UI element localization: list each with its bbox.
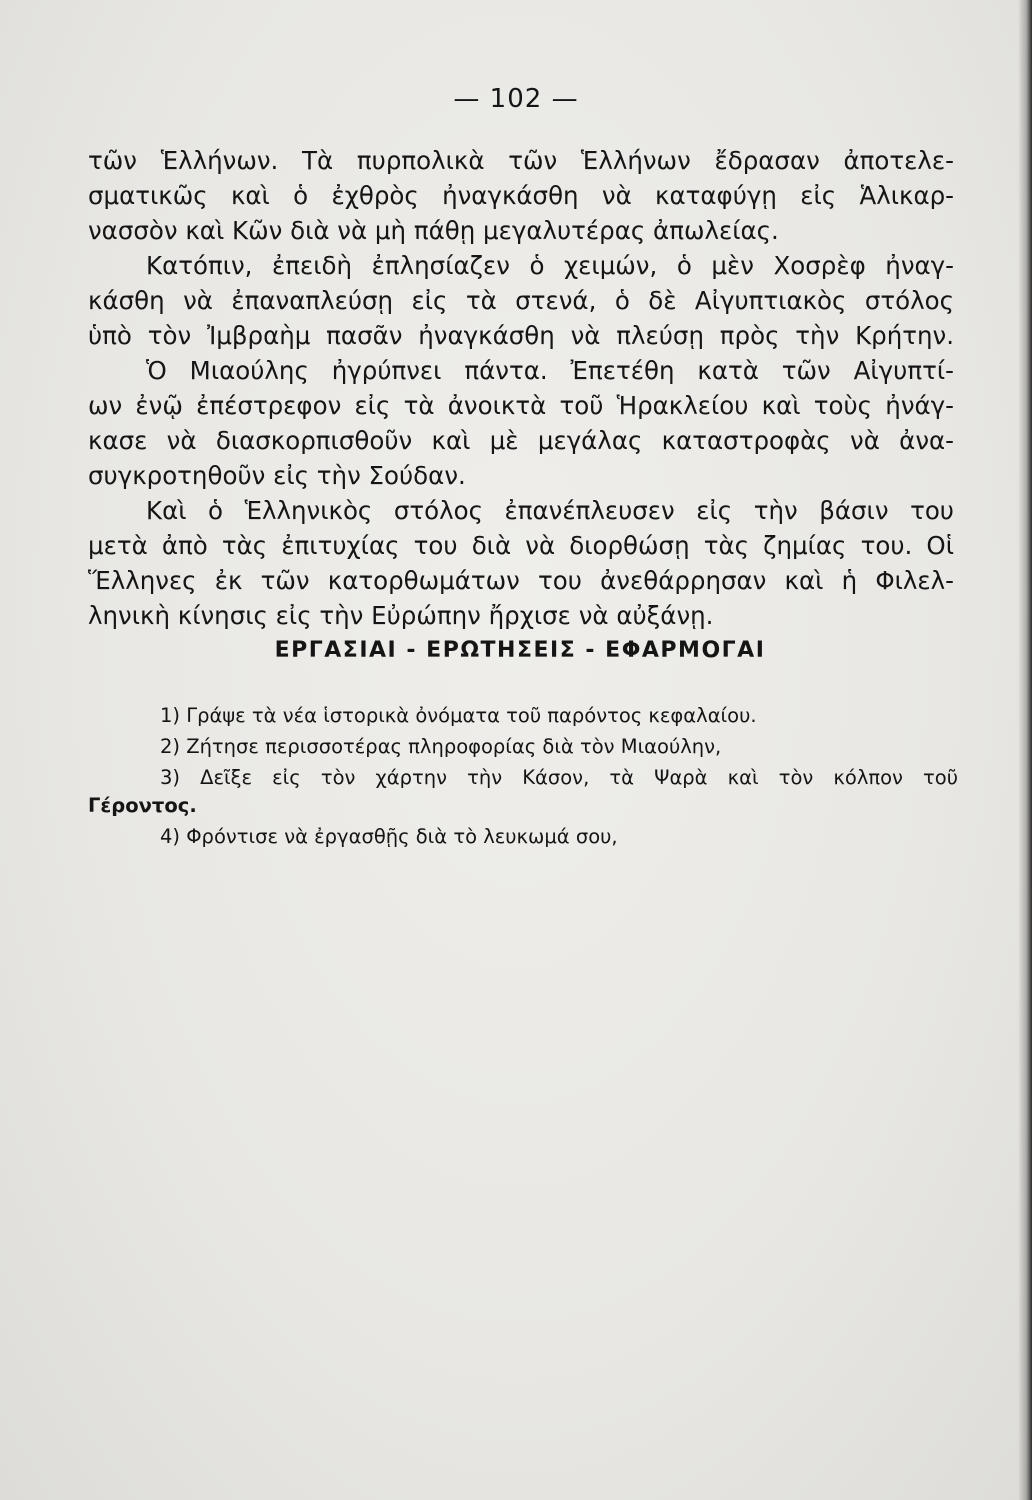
- exercise-item: 3) Δεῖξε εἰς τὸν χάρτην τὴν Κάσον, τὰ Ψαρὰ καὶ τὸν κόλπον τοῦ: [160, 766, 958, 789]
- text-line: ων ἐνῷ ἐπέστρεφον εἰς τὰ ἀνοικτὰ τοῦ Ἡρακλείου καὶ τοὺς ἠνάγ-: [88, 391, 954, 420]
- exercise-list: [88, 700, 958, 852]
- text-line: Ἕλληνες ἐκ τῶν κατορθωμάτων του ἀνεθάρρησαν καὶ ἡ Φιλελ-: [88, 566, 954, 595]
- exercise-item: 4) Φρόντισε νὰ ἐργασθῇς διὰ τὸ λευκωμά σου,: [160, 825, 618, 848]
- page-number: — 102 —: [453, 84, 579, 114]
- exercise-item: 2) Ζήτησε περισσοτέρας πληροφορίας διὰ τὸν Μιαούλην,: [160, 735, 722, 758]
- text-line: Καὶ ὁ Ἑλληνικὸς στόλος ἐπανέπλευσεν εἰς τὴν βάσιν του: [146, 496, 954, 525]
- text-line: μετὰ ἀπὸ τὰς ἐπιτυχίας του διὰ νὰ διορθώσῃ τὰς ζημίας του. Οἱ: [88, 531, 954, 560]
- text-line: κάσθη νὰ ἐπαναπλεύσῃ εἰς τὰ στενά, ὁ δὲ Αἰγυπτιακὸς στόλος: [88, 286, 954, 315]
- text-line: συγκροτηθοῦν εἰς τὴν Σούδαν.: [88, 461, 466, 490]
- text-line: νασσὸν καὶ Κῶν διὰ νὰ μὴ πάθῃ μεγαλυτέρας ἀπωλείας.: [88, 216, 779, 245]
- text-line: Ὁ Μιαούλης ἠγρύπνει πάντα. Ἐπετέθη κατὰ τῶν Αἰγυπτί-: [146, 356, 954, 385]
- text-line: τῶν Ἑλλήνων. Τὰ πυρπολικὰ τῶν Ἑλλήνων ἔδρασαν ἀποτελε-: [88, 146, 954, 175]
- text-line: κασε νὰ διασκορπισθοῦν καὶ μὲ μεγάλας καταστροφὰς νὰ ἀνα-: [88, 426, 954, 455]
- main-paragraphs: [88, 143, 954, 633]
- text-line: Κατόπιν, ἐπειδὴ ἐπλησίαζεν ὁ χειμών, ὁ μὲν Χοσρὲφ ἠναγ-: [146, 251, 954, 280]
- exercise-item-continuation: Γέροντος.: [88, 794, 197, 817]
- exercise-item: 1) Γράψε τὰ νέα ἱστορικὰ ὀνόματα τοῦ παρόντος κεφαλαίου.: [160, 704, 757, 727]
- text-line: ὑπὸ τὸν Ἰμβραὴμ πασᾶν ἠναγκάσθη νὰ πλεύσῃ πρὸς τὴν Κρήτην.: [88, 321, 954, 350]
- section-heading: ΕΡΓΑΣΙΑΙ - ΕΡΩΤΗΣΕΙΣ - ΕΦΑΡΜΟΓΑΙ: [274, 638, 766, 663]
- text-line: σματικῶς καὶ ὁ ἐχθρὸς ἠναγκάσθη νὰ καταφύγῃ εἰς Ἁλικαρ-: [88, 181, 954, 210]
- text-line: ληνικὴ κίνησις εἰς τὴν Εὐρώπην ἤρχισε νὰ αὐξάνῃ.: [88, 601, 714, 630]
- page-edge-shadow: [1018, 0, 1032, 1500]
